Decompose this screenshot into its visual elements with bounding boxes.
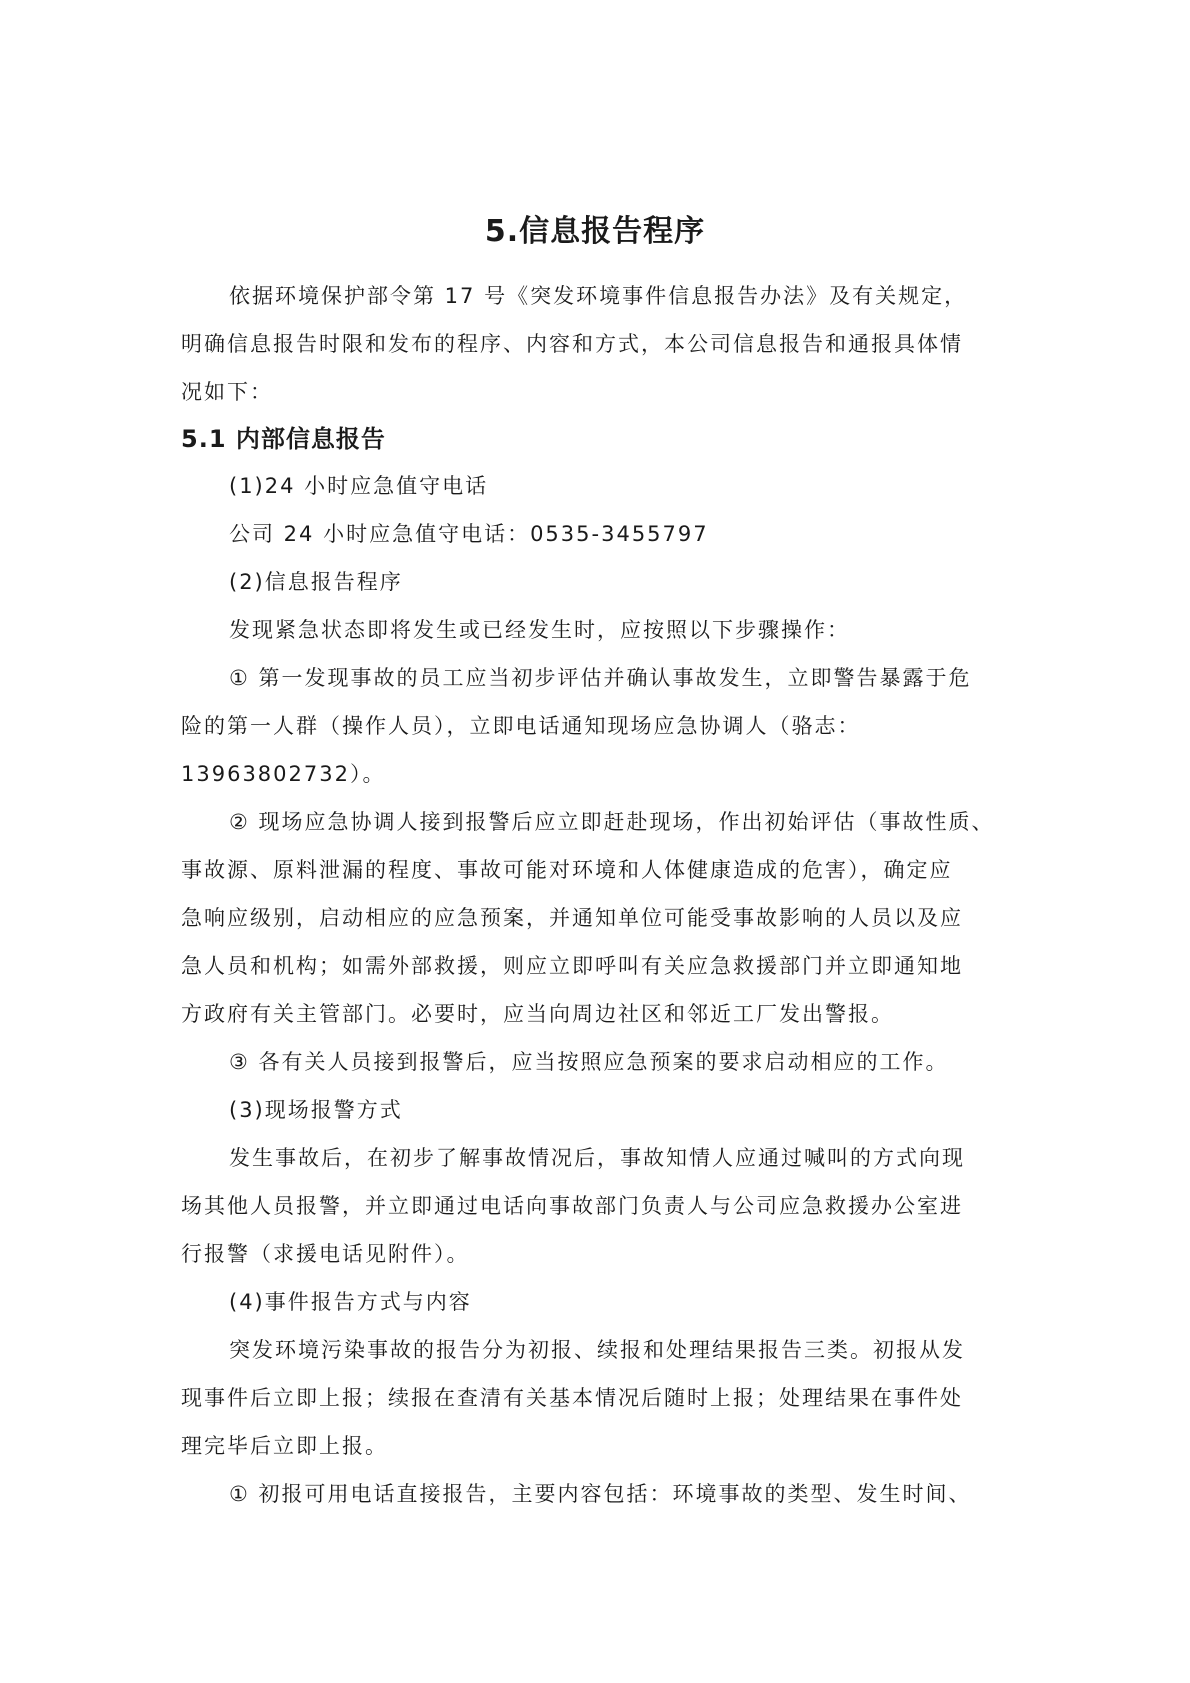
step-2-line: 事故源、原料泄漏的程度、事故可能对环境和人体健康造成的危害），确定应 — [181, 858, 953, 882]
document-body — [181, 272, 1011, 1518]
item-1-line: ① 初报可用电话直接报告，主要内容包括：环境事故的类型、发生时间、 — [229, 1482, 972, 1506]
step-3-line: ③ 各有关人员接到报警后，应当按照应急预案的要求启动相应的工作。 — [229, 1050, 949, 1074]
intro-paragraph-line: 明确信息报告时限和发布的程序、内容和方式，本公司信息报告和通报具体情 — [181, 332, 963, 356]
paragraph-line: 场其他人员报警，并立即通过电话向事故部门负责人与公司应急救援办公室进 — [181, 1194, 963, 1218]
paragraph-line: 理完毕后立即上报。 — [181, 1434, 388, 1458]
phone-line: 公司 24 小时应急值守电话：0535-3455797 — [229, 522, 709, 546]
intro-paragraph-line: 况如下： — [181, 380, 273, 404]
step-1-line: 险的第一人群（操作人员），立即电话通知现场应急协调人（骆志： — [181, 714, 861, 738]
paragraph-line: 发生事故后，在初步了解事故情况后，事故知情人应通过喊叫的方式向现 — [229, 1146, 965, 1170]
step-1-line: 13963802732）。 — [181, 762, 386, 786]
step-2-line: ② 现场应急协调人接到报警后应立即赶赴现场，作出初始评估（事故性质、 — [229, 810, 995, 834]
paragraph-line: 发现紧急状态即将发生或已经发生时，应按照以下步骤操作： — [229, 618, 850, 642]
paragraph-line: 行报警（求援电话见附件）。 — [181, 1242, 470, 1266]
intro-paragraph-line: 依据环境保护部令第 17 号《突发环境事件信息报告办法》及有关规定， — [229, 284, 968, 308]
step-2-line: 急响应级别，启动相应的应急预案，并通知单位可能受事故影响的人员以及应 — [181, 906, 963, 930]
page-title: 5.信息报告程序 — [484, 214, 706, 249]
step-1-line: ① 第一发现事故的员工应当初步评估并确认事故发生，立即警告暴露于危 — [229, 666, 972, 690]
step-2-line: 急人员和机构；如需外部救援，则应立即呼叫有关应急救援部门并立即通知地 — [181, 954, 963, 978]
subsection-title: (1)24 小时应急值守电话 — [229, 474, 489, 498]
subsection-title: (2)信息报告程序 — [229, 570, 403, 594]
paragraph-line: 突发环境污染事故的报告分为初报、续报和处理结果报告三类。初报从发 — [229, 1338, 965, 1362]
section-heading-5-1: 5.1 内部信息报告 — [181, 425, 386, 453]
step-2-line: 方政府有关主管部门。必要时，应当向周边社区和邻近工厂发出警报。 — [181, 1002, 894, 1026]
paragraph-line: 现事件后立即上报；续报在查清有关基本情况后随时上报；处理结果在事件处 — [181, 1386, 963, 1410]
subsection-title: (4)事件报告方式与内容 — [229, 1290, 472, 1314]
subsection-title: (3)现场报警方式 — [229, 1098, 403, 1122]
